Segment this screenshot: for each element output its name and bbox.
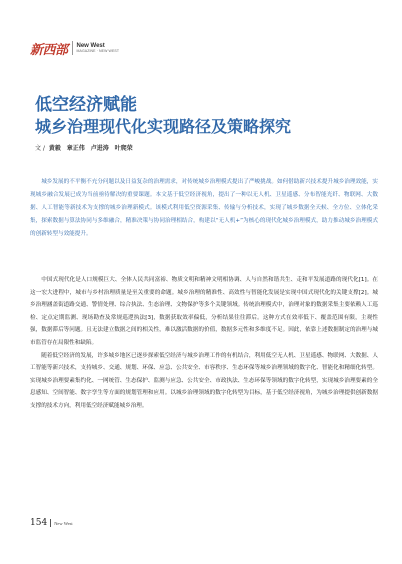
- brand-divider: [72, 41, 73, 55]
- brand-en-subtitle: MAGAZINE · NEW WEST: [76, 48, 120, 53]
- footer-divider: [50, 519, 51, 527]
- masthead: [30, 40, 119, 56]
- page-footer: [30, 518, 73, 528]
- brand-logo-cn: 新西部: [30, 42, 68, 58]
- article-title: [35, 94, 291, 138]
- footer-journal-name: New West: [54, 520, 73, 526]
- body-paragraph: 随着低空经济的发展，许多城乡地区已逐步探索低空经济与城乡治理工作的有机结合，利用低空无人机、卫星遥感、物联网、大数据、人工智能等新兴技术，支持城乡、交通、规划、环保、应急、公共安全、市容秩序、生态环保等城乡治理领域的数字化、智能化和精细化转型。实现城乡治理要素集约化、一网统管、生态保护、监测与应急、公共安全、市政执法、生态环保等领域的数字化转型，实现城乡治理要素的全息感知、空间智能、数字孪生等方面的规划管理和应用。以城乡治理领域的数字化转型为目标，基于低空经济视角，为城乡治理提供创新数据支撑的技术方向，利用低空经济赋能城乡治理。: [30, 352, 378, 409]
- article-title-line-2: 城乡治理现代化实现路径及策略探究: [35, 117, 292, 136]
- author-name: 叶爬荣: [114, 145, 133, 152]
- body-paragraph: 中国式现代化是人口规模巨大、全体人民共同富裕、物质文明和精神文明相协调、人与自然和谐共生、走和平发展道路的现代化[1]。在这一宏大进程中，城市与乡村治理质量是至关重要的命题。城乡治理的精准性、高效性与智能化发展是实现中国式现代化的关键支撑[2]。城乡治理涵盖街道路交通、警情处理、综合执法、生态治理、文物保护等多个关键领域。传统治理模式中，治理对象的数据采集主要依赖人工巡检、定点定期监测、现场勘查及常规巡逻执法[3]，数据获取效率偏低，分析结果往往滞后。这种方式在效率低下、覆盖范围有限，主观性强，数据滞后等问题。且无法建立数据之间的相关性，难以激活数据的价值，数据多元性和多维度不足。因此，依靠上述数据制定的治理与城市监管存在局限性和缺陷。: [30, 277, 378, 346]
- author-name: 卢进涛: [90, 145, 109, 152]
- author-name: 章正伟: [66, 145, 85, 152]
- brand-logo-en: [77, 43, 120, 54]
- page-number: 154: [30, 518, 48, 528]
- author-line: [35, 143, 137, 152]
- article-body: [30, 274, 378, 413]
- article-title-line-1: 低空经济赋能: [35, 95, 137, 115]
- abstract-text: 城乡发展的不平衡不充分问题以及日益复杂的治理需求，对传统城乡治理模式提出了严峻挑战。如何借助新兴技术提升城乡治理效能，实现城乡融合发展已成为当前亟待解决的重要课题。本文基于低空经济视角，提出了一种以无人机、卫星遥感、分布智能光纤、物联网、大数据、人工智能等新技术为支撑的城乡治理新模式。该模式利用低空资源采集、传输与分析技术，实现了城乡数据全天候、全方位、立体化采集，探索数据与算法协同与多维融合，精准决策与协同治理相结合，构建以“无人机+”为核心的现代化城乡治理模式，助力推动城乡治理模式的创新转型与效能提升。: [30, 179, 378, 237]
- brand-en-title: New West: [76, 42, 105, 49]
- authors-prefix: 文 /: [35, 145, 45, 152]
- author-name: 黄毅: [48, 145, 61, 152]
- abstract: [30, 176, 378, 241]
